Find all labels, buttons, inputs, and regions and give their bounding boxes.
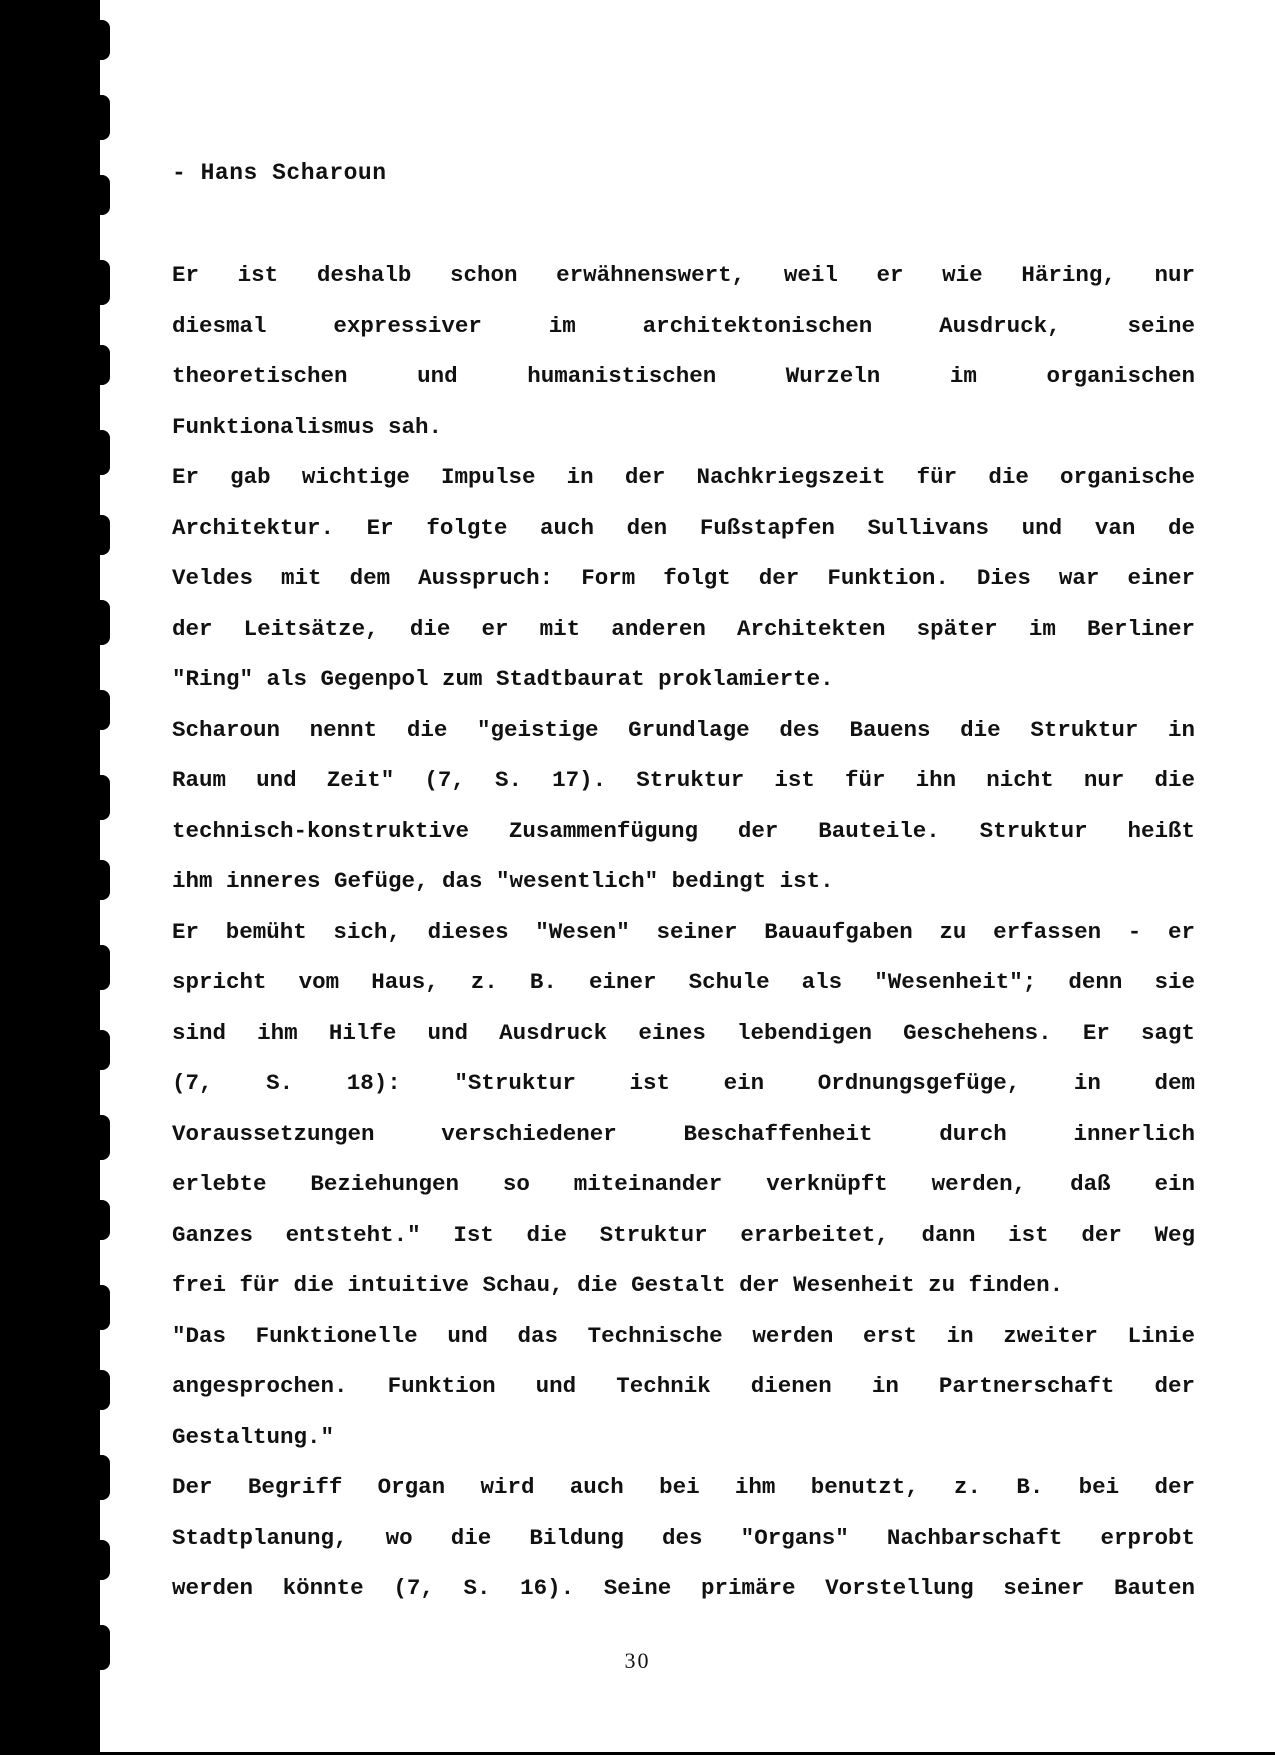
text-line: Er bemüht sich, dieses "Wesen" seiner Bauaufgaben zu erfassen - er [172,918,1195,945]
binding-tab [88,1370,110,1410]
page-number: 30 [624,1648,651,1673]
text-line: Er ist deshalb schon erwähnenswert, weil er wie Häring, nur [172,262,1195,288]
binding-tab [88,1285,110,1330]
binding-tab [88,775,110,820]
binding-tab [88,515,110,555]
binding-tab [88,260,110,305]
text-line: erlebte Beziehungen so miteinander verknüpft werden, daß ein [172,1171,1195,1197]
text-line: theoretischen und humanistischen Wurzeln im organischen [172,363,1195,389]
text-line: der Leitsätze, die er mit anderen Architekten später im Berliner [172,615,1195,642]
binding-tab [88,1455,110,1500]
binding-tab [88,95,110,140]
text-line: frei für die intuitive Schau, die Gestalt der Wesenheit zu finden. [172,1272,1064,1298]
text-line: Raum und Zeit" (7, S. 17). Struktur ist für ihn nicht nur die [172,767,1195,793]
text-line: Scharoun nennt die "geistige Grundlage des Bauens die Struktur in [172,716,1195,743]
binding-tab [88,20,110,60]
text-line: "Ring" als Gegenpol zum Stadtbaurat proklamierte. [172,666,834,692]
binding-tab [88,345,110,385]
binding-tab [88,600,110,645]
binding-tab [88,430,110,475]
binding-tab [88,1115,110,1160]
text-line: Veldes mit dem Ausspruch: Form folgt der Funktion. Dies war einer [172,565,1195,591]
text-line: Funktionalismus sah. [172,413,443,440]
binding-tab [88,175,110,215]
text-line: spricht vom Haus, z. B. einer Schule als "Wesenheit"; denn sie [172,969,1195,995]
text-line: Ganzes entsteht." Ist die Struktur erarbeitet, dann ist der Weg [172,1221,1195,1248]
text-line: Gestaltung." [172,1423,335,1450]
binding-tab [88,1200,110,1240]
binding-tab [88,860,110,900]
text-line: Architektur. Er folgte auch den Fußstapfen Sullivans und van de [172,514,1195,541]
text-line: Er gab wichtige Impulse in der Nachkriegszeit für die organische [172,464,1195,490]
text-line: technisch-konstruktive Zusammenfügung der Bauteile. Struktur heißt [172,817,1195,844]
text-line: ihm inneres Gefüge, das "wesentlich" bedingt ist. [172,868,834,894]
text-line: Der Begriff Organ wird auch bei ihm benutzt, z. B. bei der [172,1474,1195,1500]
binding-tab [88,945,110,990]
text-line: (7, S. 18): "Struktur ist ein Ordnungsgefüge, in dem [172,1070,1195,1096]
binding-tab [88,1540,110,1580]
binding-edge [0,0,100,1755]
text-line: Stadtplanung, wo die Bildung des "Organs" Nachbarschaft erprobt [172,1524,1195,1551]
text-line: "Das Funktionelle und das Technische werden erst in zweiter Linie [172,1322,1195,1349]
text-line: diesmal expressiver im architektonischen Ausdruck, seine [172,312,1195,339]
binding-tab [88,1030,110,1070]
text-line: sind ihm Hilfe und Ausdruck eines lebendigen Geschehens. Er sagt [172,1019,1195,1046]
text-line: Voraussetzungen verschiedener Beschaffenheit durch innerlich [172,1120,1195,1147]
text-line: werden könnte (7, S. 16). Seine primäre Vorstellung seiner Bauten [172,1575,1195,1601]
text-line: angesprochen. Funktion und Technik dienen in Partnerschaft der [172,1373,1195,1399]
body-text [172,250,1195,1614]
section-heading: - Hans Scharoun [172,160,387,186]
binding-tab [88,690,110,730]
